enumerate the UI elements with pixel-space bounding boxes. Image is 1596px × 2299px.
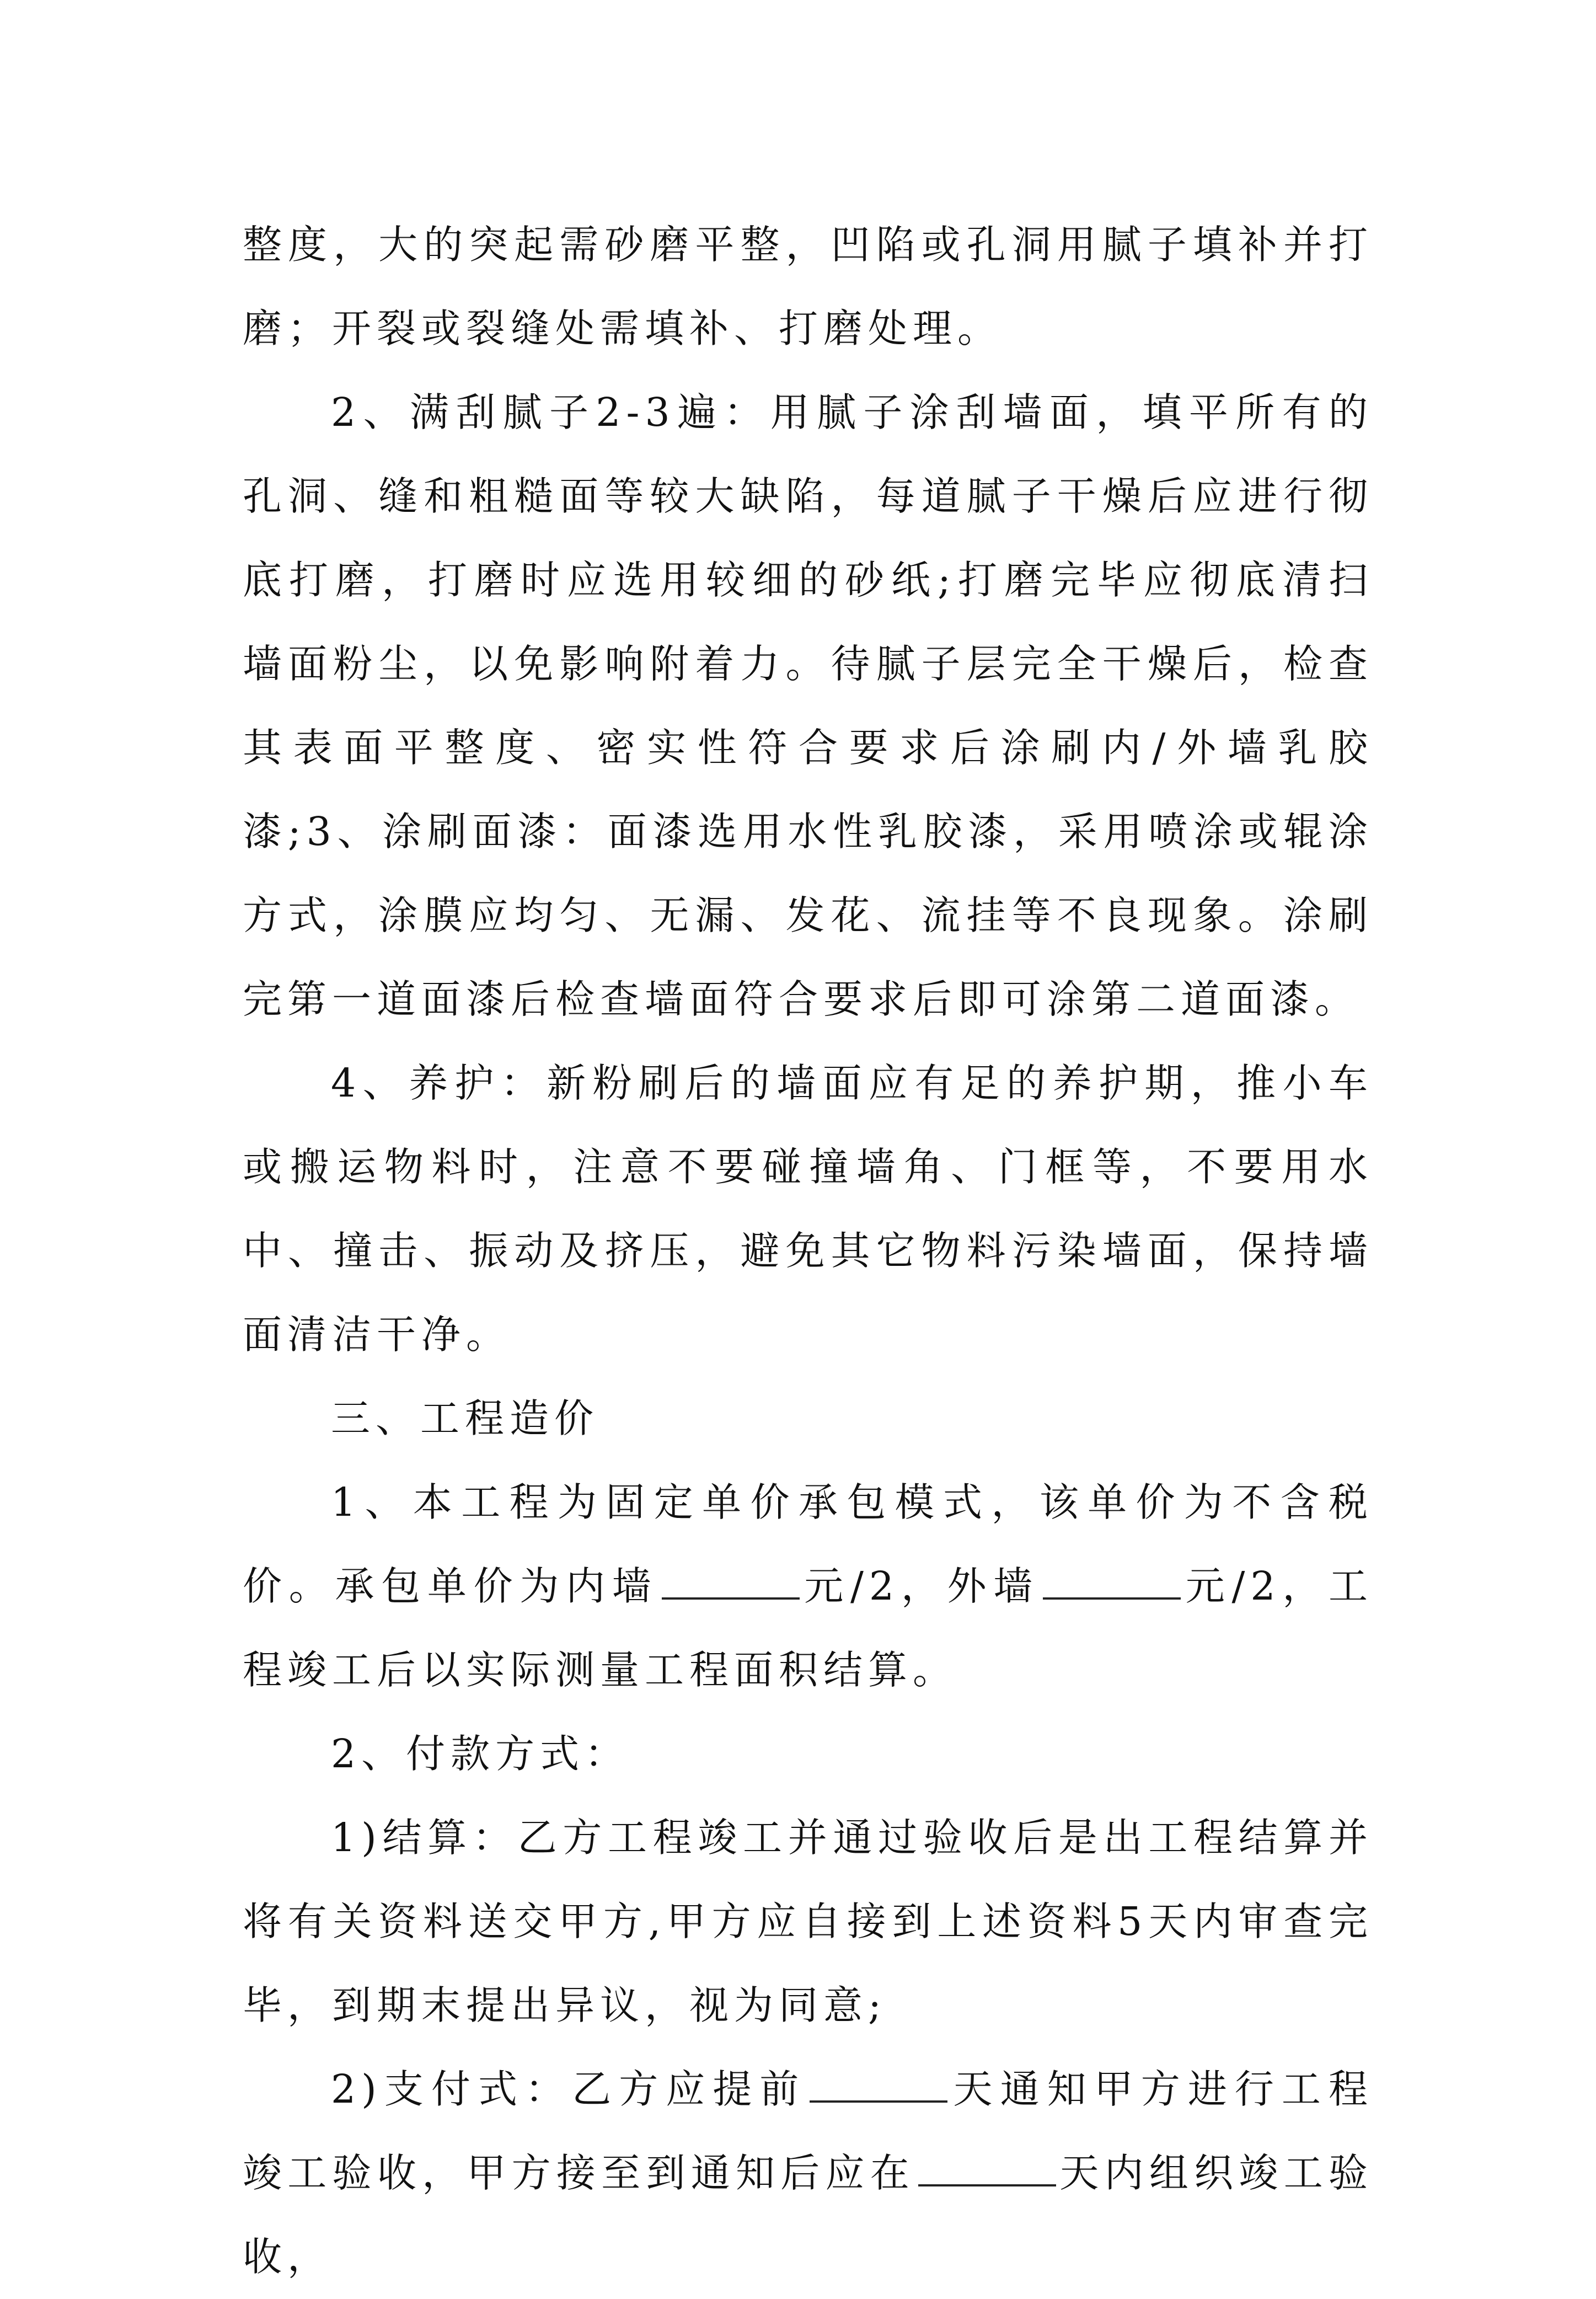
blank-acceptance-days (918, 2184, 1056, 2186)
paragraph-surface-prep-end: 整度，大的突起需砂磨平整，凹陷或孔洞用腻子填补并打磨；开裂或裂缝处需填补、打磨处理。 (243, 222, 1373, 351)
blank-interior-wall-price (662, 1597, 800, 1600)
paragraph-putty-and-topcoat: 2、满刮腻子2-3遍：用腻子涂刮墙面，填平所有的孔洞、缝和粗糙面等较大缺陷，每道腻子干燥后应进行彻底打磨，打磨时应选用较细的砂纸;打磨完毕应彻底清扫墙面粉尘，以免影响附着力。待腻子层完全干燥后，检查其表面平整度、密实性符合要求后涂刷内/外墙乳胶漆;3、涂刷面漆：面漆选用水性乳胶漆，采用喷涂或辊涂方式，涂膜应均匀、无漏、发花、流挂等不良现象。涂刷完第一道面漆后检查墙面符合要求后即可涂第二道面漆。 (243, 389, 1373, 1022)
paragraph-settlement: 1)结算：乙方工程竣工并通过验收后是出工程结算并将有关资料送交甲方,甲方应自接到上述资料5天内审查完毕，到期末提出异议，视为同意; (243, 1815, 1373, 2028)
payment-text-2: 天通知甲方进行工程竣工验收，甲方接至到通知后应在 (243, 2066, 1373, 2196)
paragraph-payment-notice (243, 2047, 1373, 2299)
payment-text-1: 2)支付式：乙方应提前 (331, 2066, 807, 2112)
paragraph-curing: 4、养护：新粉刷后的墙面应有足的养护期，推小车或搬运物料时，注意不要碰撞墙角、门框等，不要用水中、撞击、振动及挤压，避免其它物料污染墙面，保持墙面清洁干净。 (243, 1060, 1373, 1357)
paragraph-payment-method: 2、付款方式： (331, 1731, 630, 1777)
unit-price-text-3: 元/2，工程竣工后以实际测量工程面积结算。 (243, 1563, 1373, 1693)
section-heading-project-cost: 三、工程造价 (331, 1396, 599, 1441)
unit-price-text-1: 1、本工程为固定单价承包模式，该单价为不含税价。承包单价为内墙 (243, 1479, 1373, 1609)
payment-text-3: 天内组织竣工验收， (243, 2150, 1373, 2280)
blank-exterior-wall-price (1043, 1597, 1181, 1600)
unit-price-text-2: 元/2，外墙 (802, 1563, 1040, 1609)
blank-notice-days (810, 2100, 947, 2103)
document-body (243, 203, 1373, 2299)
paragraph-unit-price (243, 1461, 1373, 1712)
